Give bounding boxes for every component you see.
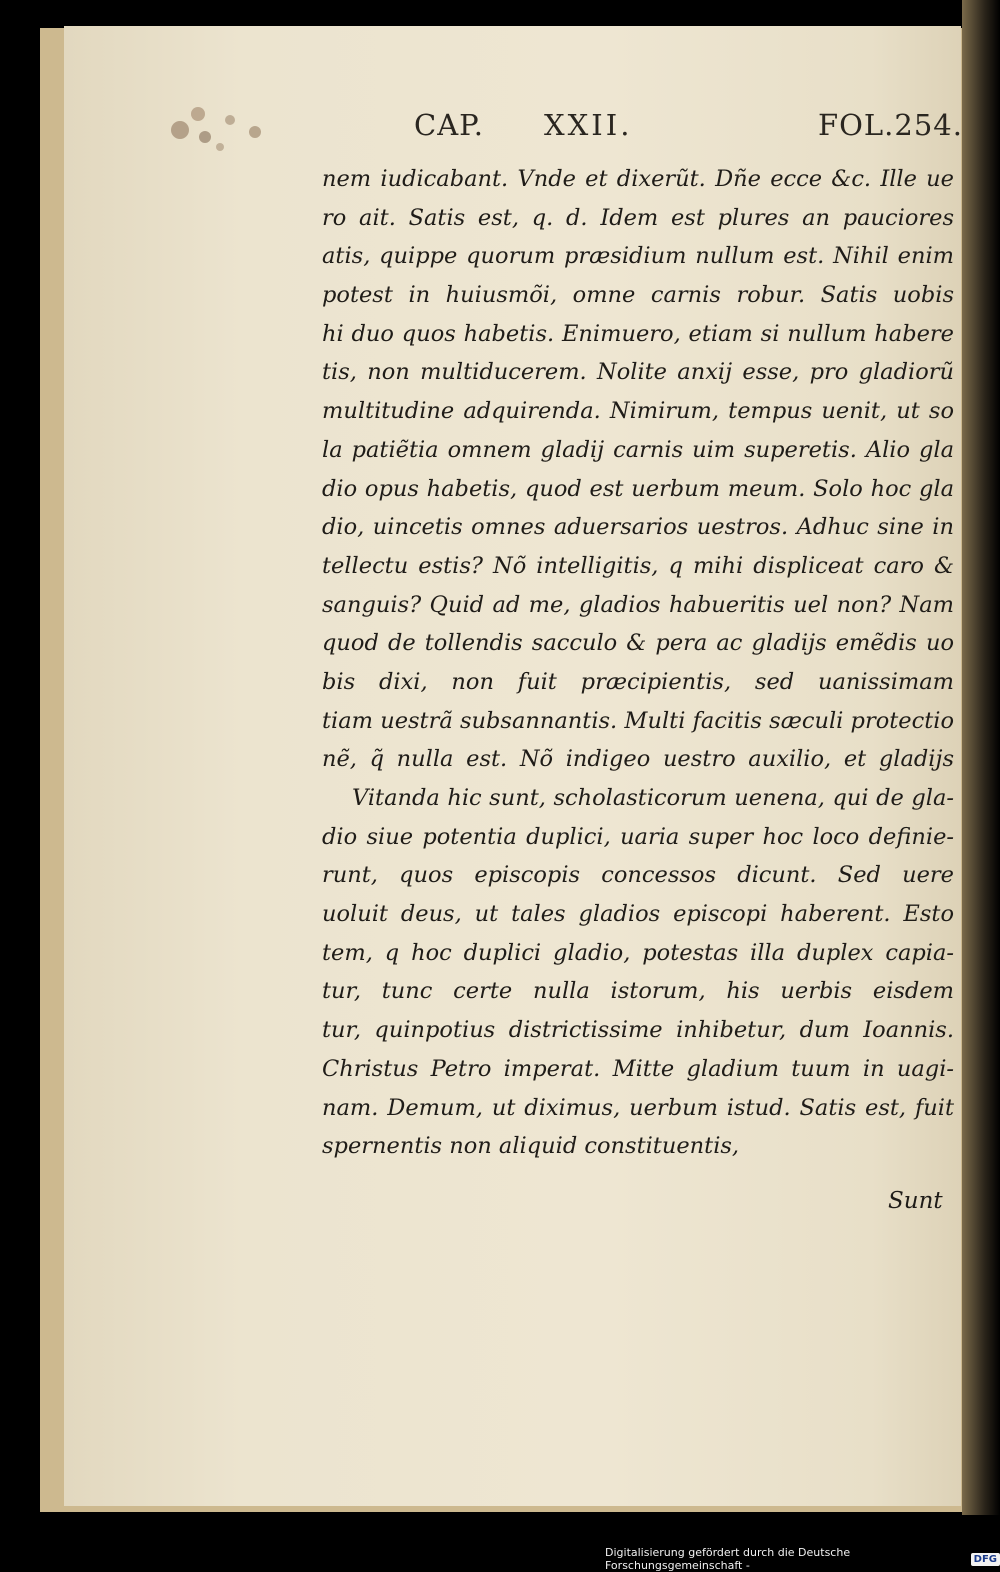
text-line: tiam uestrã subsannantis. Multi facitis sæculi protectio — [322, 707, 954, 734]
text-line: tur, quinpotius districtissime inhibetur, dum Ioannis. — [322, 1017, 954, 1044]
text-line: tellectu estis? Nõ intelligitis, q mihi displiceat caro & — [322, 552, 954, 579]
text-line: bis dixi, non fuit præcipientis, sed uanissimam — [322, 668, 954, 695]
page-gutter-shadow — [962, 0, 1000, 1515]
text-line: dio siue potentia duplici, uaria super hoc loco definie- — [322, 823, 954, 850]
text-line: multitudine adquirenda. Nimirum, tempus uenit, ut so — [322, 398, 954, 425]
header-chapter: XXII. — [544, 108, 633, 142]
text-line: ro ait. Satis est, q. d. Idem est plures an pauciores — [322, 204, 954, 231]
text-line: nam. Demum, ut diximus, uerbum istud. Satis est, fuit — [322, 1094, 954, 1121]
running-header — [64, 108, 961, 148]
text-line: quod de tollendis sacculo & pera ac gladijs emẽdis uo — [322, 630, 954, 657]
text-line: sanguis? Quid ad me, gladios habueritis uel non? Nam — [322, 591, 954, 618]
text-line: tur, tunc certe nulla istorum, his uerbis eisdem — [322, 978, 954, 1005]
text-line: hi duo quos habetis. Enimuero, etiam si nullum habere — [322, 320, 954, 347]
footer-credit — [605, 1546, 1000, 1572]
text-line: atis, quippe quorum præsidium nullum est. Nihil enim — [322, 243, 954, 270]
header-folio: FOL.254. — [818, 108, 963, 142]
text-line: Christus Petro imperat. Mitte gladium tuum in uagi- — [322, 1055, 954, 1082]
body-text — [322, 160, 954, 1166]
text-line: la patiẽtia omnem gladij carnis uim superetis. Alio gla — [322, 436, 954, 463]
text-line-last: spernentis non aliquid constituentis, — [322, 1133, 740, 1160]
text-line: runt, quos episcopis concessos dicunt. Sed uere — [322, 862, 954, 889]
text-line-paragraph-start: Vitanda hic sunt, scholasticorum uenena, qui de gla- — [352, 785, 954, 811]
text-line: potest in huiusmõi, omne carnis robur. Satis uobis — [322, 282, 954, 309]
dfg-logo: DFG — [971, 1553, 1000, 1566]
text-line: nẽ, q̃ nulla est. Nõ indigeo uestro auxilio, et gladijs — [322, 746, 954, 773]
text-line: uoluit deus, ut tales gladios episcopi haberent. Esto — [322, 901, 954, 928]
header-cap: CAP. — [414, 108, 484, 142]
footer-text: Digitalisierung gefördert durch die Deutsche Forschungsgemeinschaft - — [605, 1546, 851, 1572]
text-line: nem iudicabant. Vnde et dixerũt. Dñe ecce &c. Ille ue — [322, 166, 954, 192]
text-line: dio, uincetis omnes aduersarios uestros. Adhuc sine in — [322, 514, 954, 541]
text-line: tem, q hoc duplici gladio, potestas illa duplex capia- — [322, 939, 954, 966]
catchword: Sunt — [888, 1188, 943, 1214]
text-line: tis, non multiducerem. Nolite anxij esse, pro gladiorũ — [322, 359, 954, 386]
text-line: dio opus habetis, quod est uerbum meum. Solo hoc gla — [322, 475, 954, 502]
